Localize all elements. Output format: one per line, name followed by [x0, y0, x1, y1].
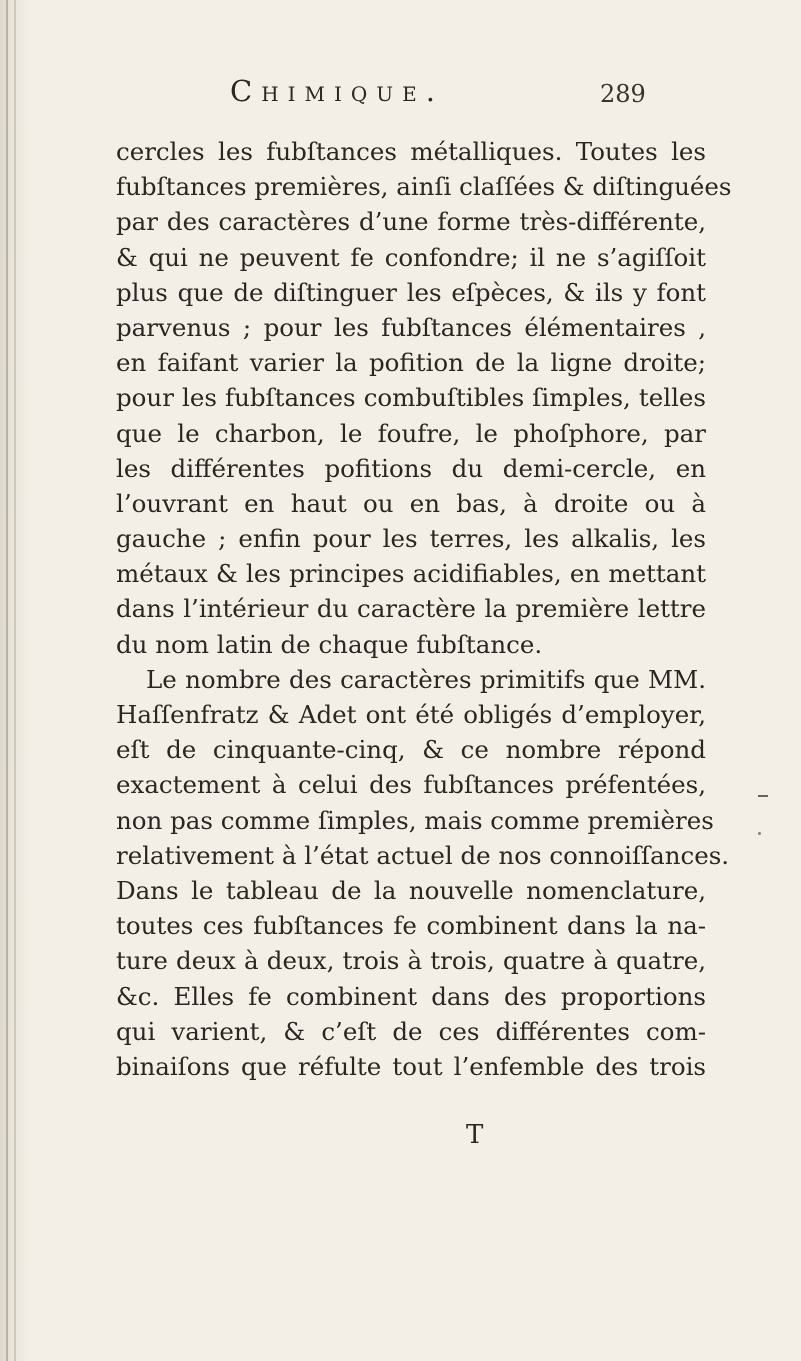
running-title: Chimique. — [230, 74, 444, 108]
binding-line — [6, 0, 8, 1361]
text-line: Haſſenfratz & Adet ont été obligés d’employer, — [116, 700, 706, 729]
text-line: en faifant varier la pofition de la ligne droite; — [116, 348, 706, 378]
text-line: & qui ne peuvent fe confondre; il ne s’agiſſoit — [116, 242, 706, 272]
text-line: qui varient, & c’eſt de ces différentes com- — [116, 1016, 706, 1046]
text-line: cercles les fubſtances métalliques. Toutes les — [116, 137, 706, 166]
text-line: Dans le tableau de la nouvelle nomenclature, — [116, 875, 706, 905]
text-line: pour les fubſtances combuſtibles ſimples, telles — [116, 383, 706, 413]
text-line: non pas comme ſimples, mais comme premières — [116, 805, 714, 835]
margin-dot — [758, 832, 761, 835]
text-line: métaux & les principes acidifiables, en mettant — [116, 559, 706, 589]
text-line: les différentes pofitions du demi-cercle, en — [116, 453, 706, 483]
text-line: que le charbon, le foufre, le phoſphore, par — [116, 418, 706, 448]
margin-mark — [758, 795, 768, 797]
text-line: binaiſons que réfulte tout l’enfemble des trois — [116, 1051, 706, 1081]
text-line: eſt de cinquante-cinq, & ce nombre répond — [116, 735, 706, 765]
text-line: gauche ; enfin pour les terres, les alkalis, les — [116, 524, 706, 554]
text-line: ture deux à deux, trois à trois, quatre à quatre, — [116, 946, 706, 976]
binding-line — [14, 0, 16, 1361]
text-line: l’ouvrant en haut ou en bas, à droite ou à — [116, 488, 706, 518]
text-line: Le nombre des caractères primitifs que MM. — [146, 664, 706, 694]
text-line: parvenus ; pour les fubſtances élémentaires , — [116, 312, 706, 342]
catchword: T — [466, 1120, 484, 1150]
text-line: fubſtances premières, ainſi claſſées & diſtinguées — [116, 172, 732, 202]
text-line: du nom latin de chaque fubſtance. — [116, 629, 543, 659]
text-line: &c. Elles fe combinent dans des proportions — [116, 981, 706, 1011]
text-line: exactement à celui des fubſtances préfentées, — [116, 770, 706, 800]
text-line: relativement à l’état actuel de nos connoiſſances. — [116, 840, 730, 870]
page-header — [230, 74, 650, 118]
page-number: 289 — [600, 80, 646, 108]
body-text — [116, 134, 732, 1084]
text-line: par des caractères d’une forme très-différente, — [116, 207, 706, 237]
text-line: dans l’intérieur du caractère la première lettre — [116, 594, 706, 624]
text-line: plus que de diſtinguer les eſpèces, & ils y font — [116, 277, 706, 307]
text-line: toutes ces fubſtances fe combinent dans la na- — [116, 911, 706, 941]
